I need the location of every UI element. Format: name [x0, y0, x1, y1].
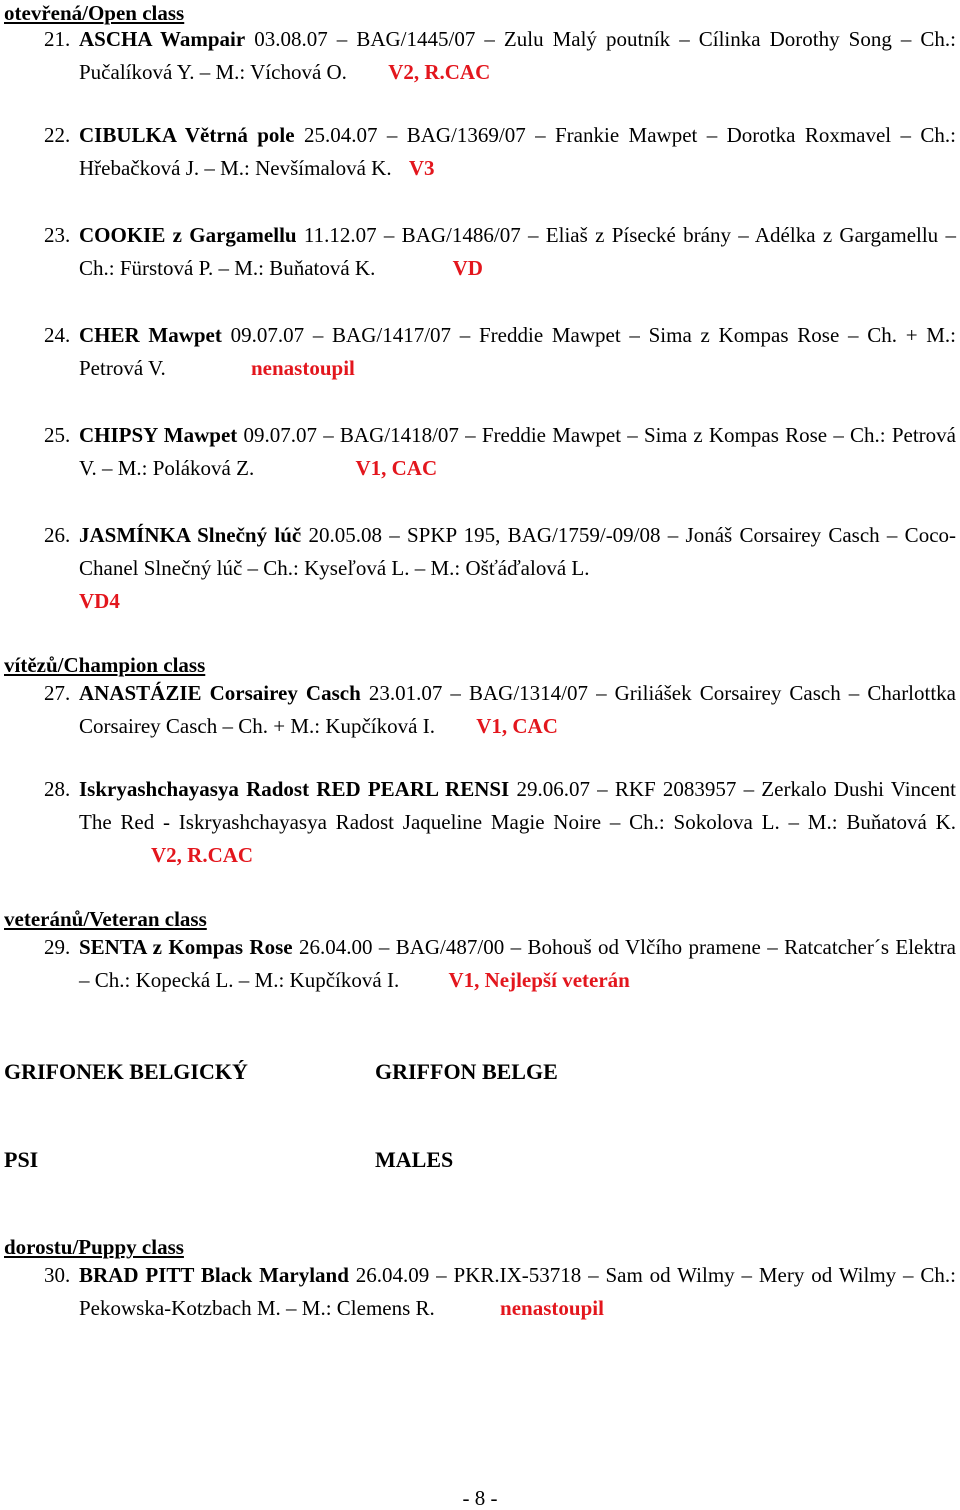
entry-details: 09.07.07 – BAG/1417/07 – Freddie Mawpet – Sima z Kompas Rose – Ch. + M.: Petrová V. — [79, 323, 957, 380]
dog-name: CIBULKA Větrná pole — [79, 123, 295, 147]
entry-details: 03.08.07 – BAG/1445/07 – Zulu Malý poutník – Cílinka Dorothy Song – Ch.: Pučalíková Y. – M.: Víchová O. — [79, 27, 956, 84]
section-heading-champion-class: vítězů/Champion class — [4, 653, 206, 677]
section-heading-open-class: otevřená/Open class — [4, 1, 185, 25]
entry-number: 28. — [44, 777, 71, 801]
entry-number: 23. — [44, 223, 71, 247]
entry-details: 29.06.07 – RKF 2083957 – Zerkalo Dushi Vincent The Red - Iskryashchayasya Radost Jaqueline Magie Noire – Ch.: Sokolova L. – M.: Buňatová K. — [79, 777, 957, 834]
entry-details: 23.01.07 – BAG/1314/07 – Griliášek Corsairey Casch – Charlottka Corsairey Casch – Ch. + M.: Kupčíková I. — [79, 681, 957, 738]
entry-details: 26.04.09 – PKR.IX-53718 – Sam od Wilmy – Mery od Wilmy – Ch.: Pekowska-Kotzbach M. – M.: Clemens R. — [79, 1263, 957, 1320]
dog-name: CHIPSY Mawpet — [79, 423, 238, 447]
entry-number: 27. — [44, 681, 71, 705]
section-heading-puppy-class: dorostu/Puppy class — [4, 1235, 184, 1259]
entry-number: 30. — [44, 1263, 71, 1287]
dog-name: JASMÍNKA Slnečný lúč — [79, 523, 302, 547]
entry-details: 11.12.07 – BAG/1486/07 – Eliaš z Písecké brány – Adélka z Gargamellu – Ch.: Fürstová P. – M.: Buňatová K. — [79, 223, 956, 280]
entry-result: nenastoupil — [500, 1296, 604, 1320]
entry-body — [79, 1259, 956, 1325]
entry-number: 29. — [44, 935, 71, 959]
entry-number: 22. — [44, 123, 71, 147]
entry-body — [79, 23, 956, 89]
breed-name-cz: GRIFONEK BELGICKÝ — [4, 1059, 248, 1084]
entry-result: V1, Nejlepší veterán — [448, 968, 630, 992]
page-number: - 8 - — [462, 1486, 498, 1510]
dog-name: SENTA z Kompas Rose — [79, 935, 293, 959]
entry-body — [79, 773, 956, 872]
dog-name: ASCHA Wampair — [79, 27, 246, 51]
entry-result: VD — [452, 256, 483, 280]
entry-number: 25. — [44, 423, 71, 447]
breed-name-fr: GRIFFON BELGE — [375, 1059, 558, 1084]
entry-body — [79, 931, 956, 997]
entry-body — [79, 519, 956, 618]
entry-body — [79, 319, 956, 385]
dog-name: Iskryashchayasya Radost RED PEARL RENSI — [79, 777, 510, 801]
entry-result: V1, CAC — [355, 456, 438, 480]
entry-body — [79, 219, 956, 285]
entry-number: 24. — [44, 323, 71, 347]
section-heading-veteran-class: veteránů/Veteran class — [4, 907, 207, 931]
entry-result: V1, CAC — [476, 714, 558, 738]
entry-body — [79, 419, 956, 485]
dog-name: BRAD PITT Black Maryland — [79, 1263, 349, 1287]
entry-result: V3 — [408, 156, 435, 180]
entry-result: V2, R.CAC — [151, 843, 254, 867]
entry-body — [79, 677, 956, 743]
entry-details: 20.05.08 – SPKP 195, BAG/1759/-09/08 – Jonáš Corsairey Casch – Coco-Chanel Slnečný lúč – Ch.: Kyseľová L. – M.: Ošťáďalová L. — [79, 523, 957, 580]
entry-number: 26. — [44, 523, 71, 547]
entry-result: V2, R.CAC — [388, 60, 491, 84]
entry-result: nenastoupil — [250, 356, 355, 380]
dog-name: COOKIE z Gargamellu — [79, 223, 297, 247]
entry-result: VD4 — [79, 589, 120, 613]
dog-name: CHER Mawpet — [79, 323, 222, 347]
sex-label-cz: PSI — [4, 1147, 39, 1172]
entry-details: 26.04.00 – BAG/487/00 – Bohouš od Vlčího pramene – Ratcatcher´s Elektra – Ch.: Kopecká L. – M.: Kupčíková I. — [79, 935, 957, 992]
entry-details: 25.04.07 – BAG/1369/07 – Frankie Mawpet – Dorotka Roxmavel – Ch.: Hřebačková J. – M.: Nevšímalová K. — [79, 123, 956, 180]
entry-number: 21. — [44, 27, 71, 51]
entry-details: 09.07.07 – BAG/1418/07 – Freddie Mawpet – Sima z Kompas Rose – Ch.: Petrová V. – M.: Poláková Z. — [79, 423, 956, 480]
entry-body — [79, 119, 956, 185]
sex-label-en: MALES — [375, 1147, 454, 1172]
dog-name: ANASTÁZIE Corsairey Casch — [79, 681, 361, 705]
